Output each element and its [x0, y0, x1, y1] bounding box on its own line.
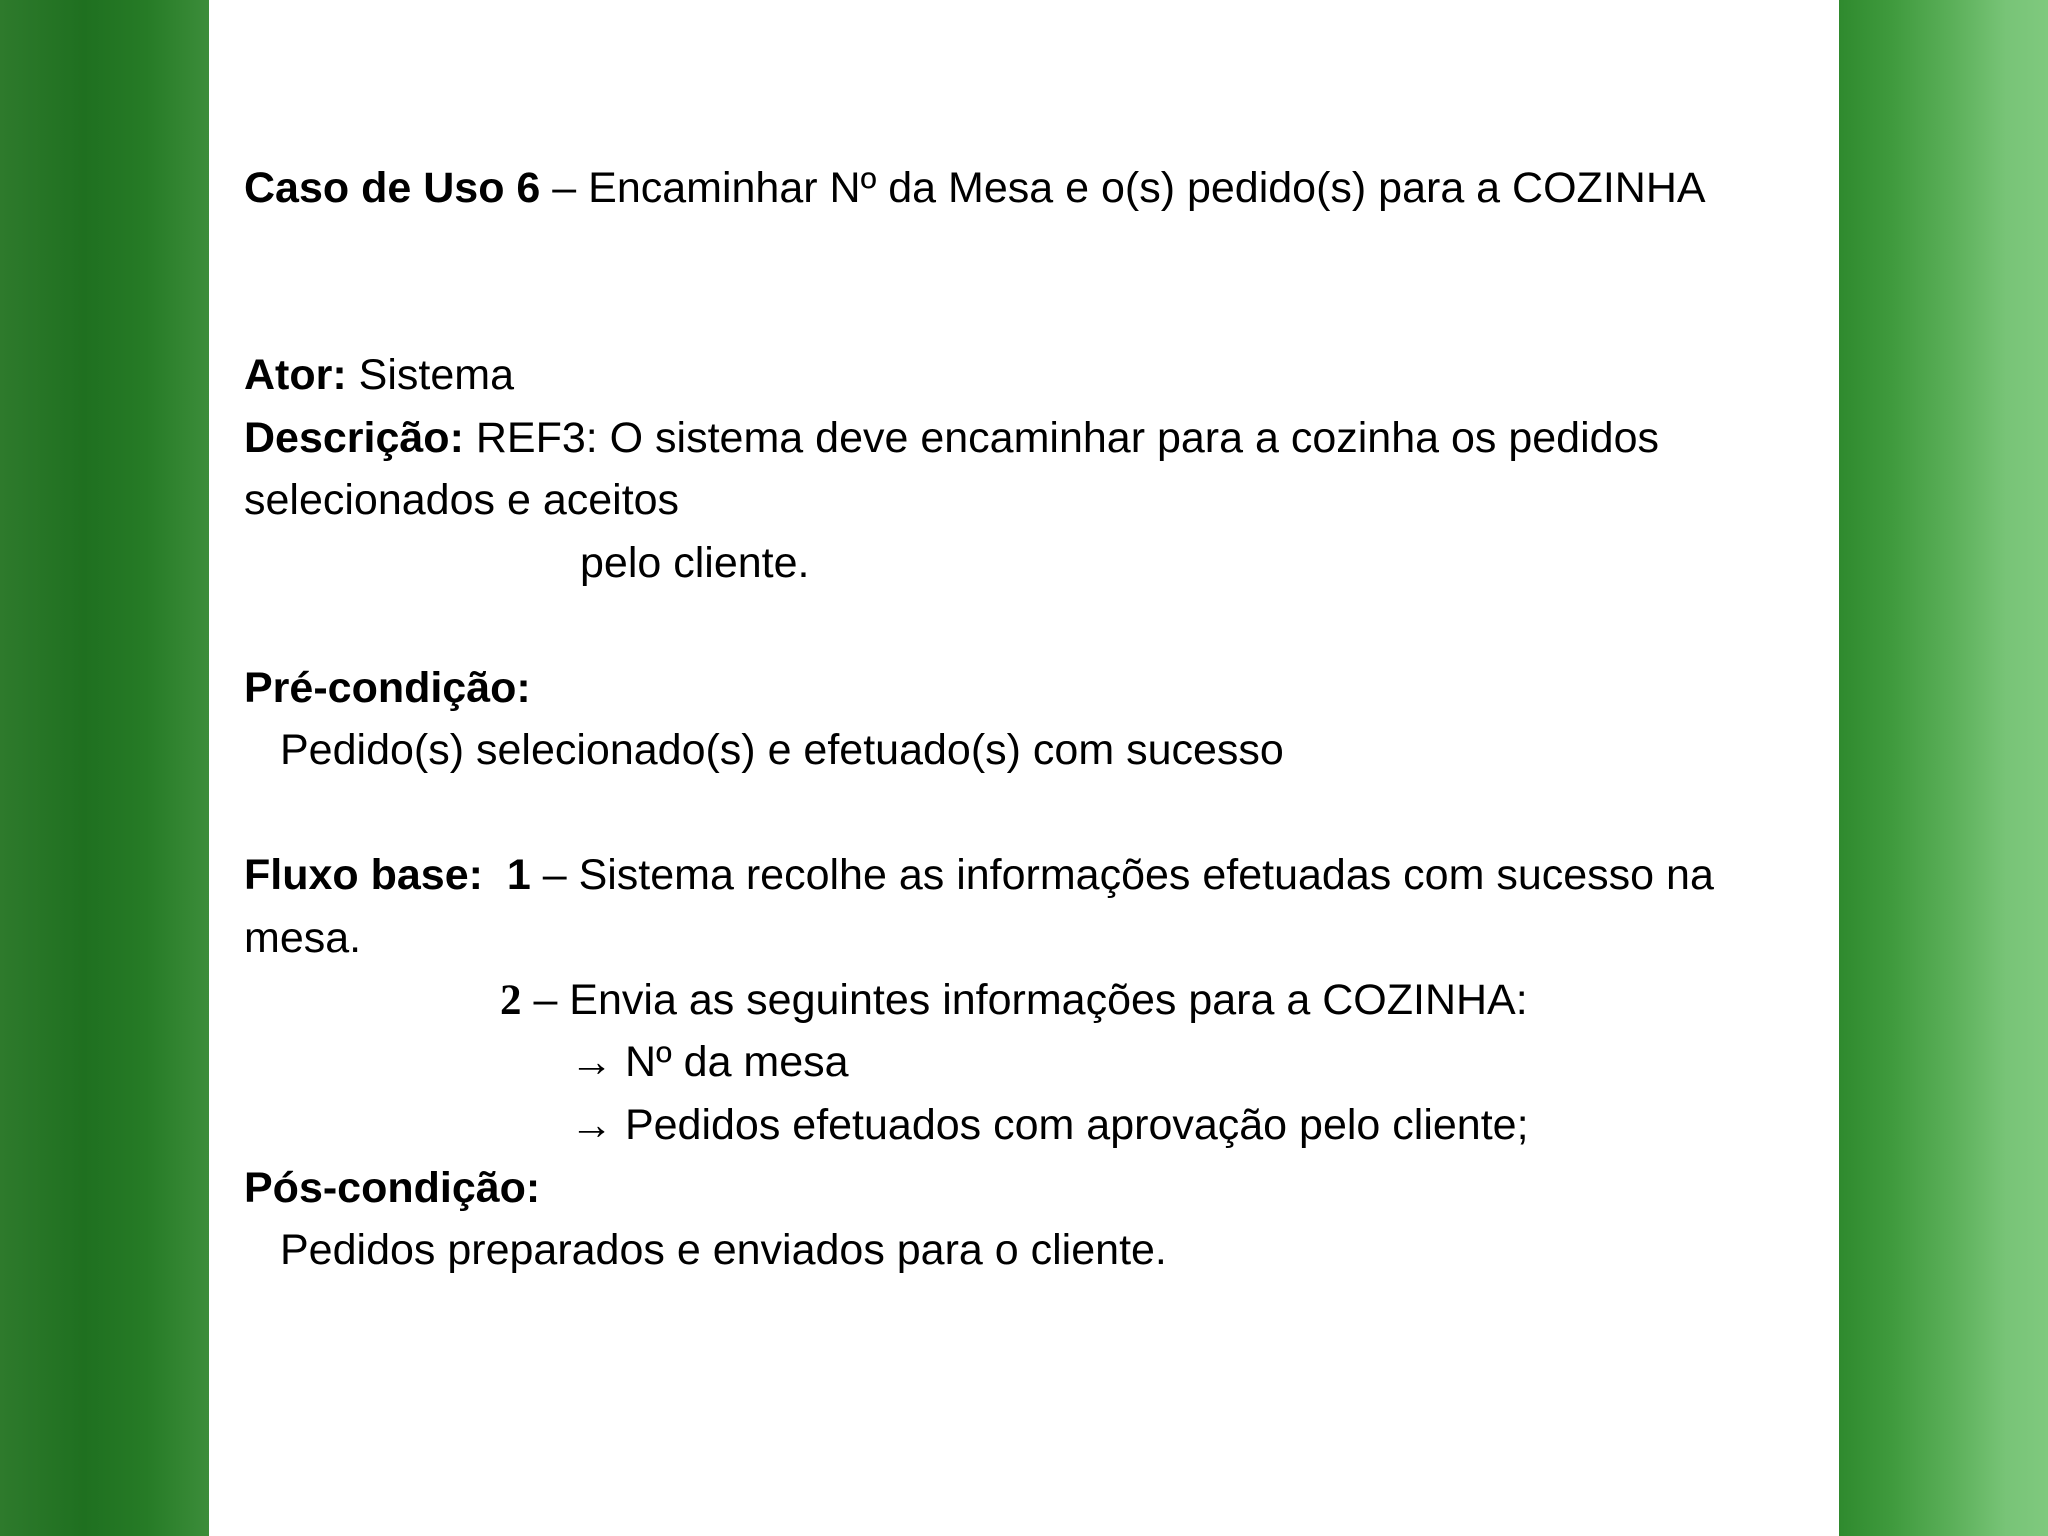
pos-condicao-line [280, 1224, 1167, 1276]
title-text: – Encaminhar Nº da Mesa e o(s) pedido(s) para a COZINHA [540, 164, 1706, 212]
fluxo-step2-number: 2 [500, 977, 522, 1024]
descricao-text-1: REF3: O sistema deve encaminhar para a cozinha os pedidos [463, 414, 1659, 462]
pre-condicao-text: Pedido(s) selecionado(s) e efetuado(s) com sucesso [280, 726, 1284, 774]
right-green-border [1839, 0, 2048, 1536]
fluxo-bullet-1-text: → Nº da mesa [570, 1038, 849, 1086]
pre-condicao-heading [244, 662, 531, 714]
ator-line [244, 349, 514, 401]
fluxo-step1-text: – Sistema recolhe as informações efetuadas com sucesso na [530, 851, 1714, 899]
title-line [244, 162, 1706, 214]
title-label: Caso de Uso 6 [244, 164, 541, 212]
fluxo-step2-text: – Envia as seguintes informações para a COZINHA: [521, 976, 1528, 1024]
fluxo-base-line-3 [500, 974, 1528, 1027]
descricao-line-2 [244, 474, 679, 526]
pre-condicao-label: Pré-condição: [244, 664, 531, 712]
pos-condicao-text: Pedidos preparados e enviados para o cliente. [280, 1226, 1167, 1274]
descricao-label: Descrição: [244, 414, 464, 462]
fluxo-base-line-2 [244, 912, 361, 964]
pos-condicao-label: Pós-condição: [244, 1164, 541, 1212]
left-green-border [0, 0, 209, 1536]
descricao-line-1 [244, 412, 1659, 464]
descricao-text-2: selecionados e aceitos [244, 476, 680, 524]
ator-text: Sistema [346, 351, 514, 399]
fluxo-bullet-1 [570, 1036, 849, 1088]
fluxo-base-line-1 [244, 849, 1714, 901]
pos-condicao-heading [244, 1162, 540, 1214]
fluxo-step1-continuation: mesa. [244, 914, 362, 962]
fluxo-bullet-2-text: → Pedidos efetuados com aprovação pelo cliente; [570, 1101, 1529, 1149]
descricao-line-3 [580, 537, 810, 589]
descricao-text-3: pelo cliente. [580, 539, 810, 587]
pre-condicao-line [280, 724, 1284, 776]
fluxo-base-label: Fluxo base: [244, 851, 483, 899]
fluxo-bullet-2 [570, 1099, 1529, 1151]
fluxo-step1-number: 1 [506, 851, 531, 899]
ator-label: Ator: [244, 351, 347, 399]
